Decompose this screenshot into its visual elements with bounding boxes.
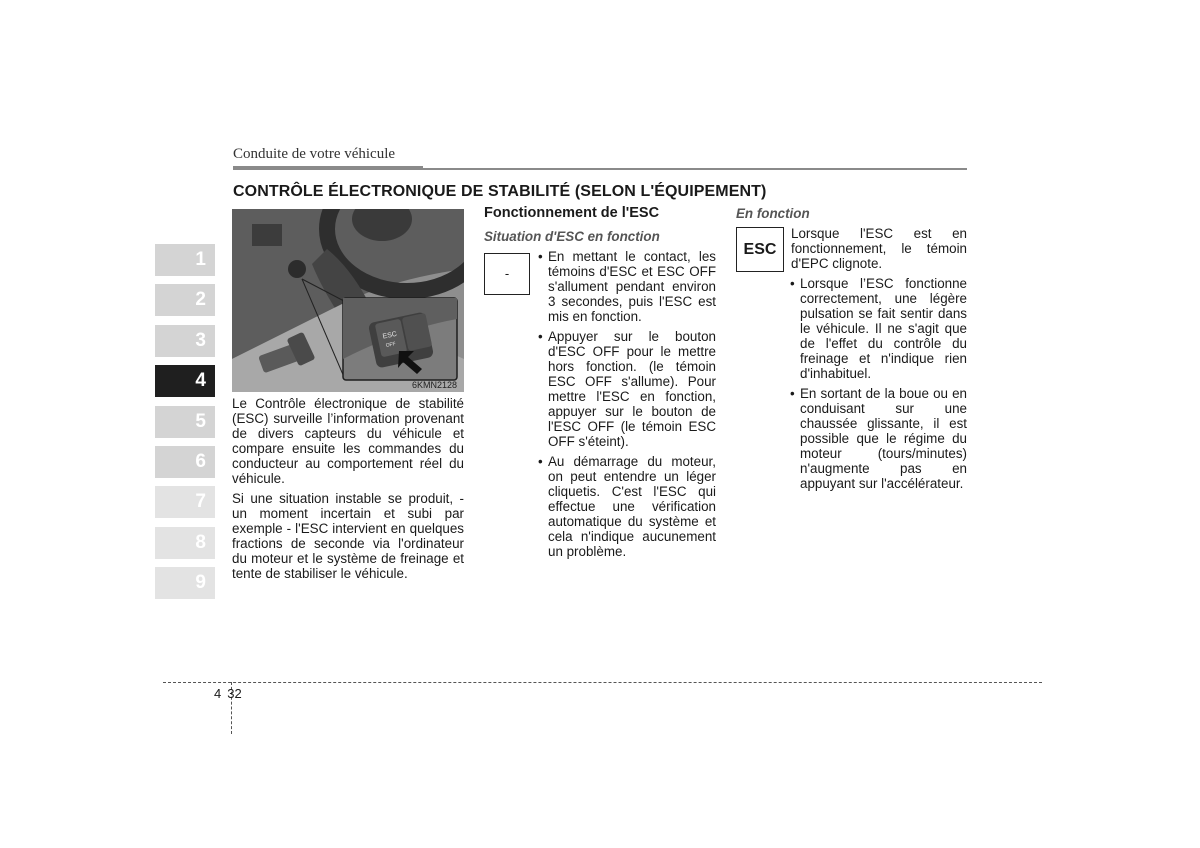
header-rule-thin xyxy=(423,168,967,170)
footer-rule xyxy=(163,682,1042,683)
active-bullet-1: • Lorsque l’ESC fonctionne correctement, une légère pulsation se fait sentir dans le véhicule. Il ne s'agit que de l'effet du contrôle du freinage et n'indique rien d'inhabituel. xyxy=(786,276,967,381)
header-rule xyxy=(233,166,423,170)
operation-bullets xyxy=(534,249,716,559)
chapter-tab-2[interactable]: 2 xyxy=(155,284,215,316)
description-paragraph-2: Si une situation instable se produit, - un moment incertain et subi par exemple - l'ESC intervient en quelques fractions de seconde via l'ordinateur du moteur et le système de freinage et tente de stabiliser le véhicule. xyxy=(232,491,464,581)
operation-bullet-1: • En mettant le contact, les témoins d'ESC et ESC OFF s'allument pendant environ 3 secondes, puis l'ESC est mis en fonction. xyxy=(534,249,716,324)
chapter-tab-1[interactable]: 1 xyxy=(155,244,215,276)
chapter-tab-7[interactable]: 7 xyxy=(155,486,215,518)
column-description xyxy=(232,396,464,586)
indicator-box: - xyxy=(484,253,530,295)
esc-indicator-icon: ESC xyxy=(736,227,784,272)
active-bullet-2: • En sortant de la boue ou en conduisant sur une chaussée glissante, il est possible que le régime du moteur (tours/minutes) n'augmente pas en appuyant sur l'accélérateur. xyxy=(786,386,967,491)
chapter-tab-8[interactable]: 8 xyxy=(155,527,215,559)
operation-heading: Fonctionnement de l'ESC xyxy=(484,205,660,221)
active-intro: Lorsque l'ESC est en fonctionnement, le témoin d'EPC clignote. xyxy=(791,226,967,271)
chapter-tabs xyxy=(155,244,215,608)
description-paragraph-1: Le Contrôle électronique de stabilité (ESC) surveille l’information provenant de divers capteurs du véhicule et compare ensuite les commandes du conducteur au comportement réel du véhicule. xyxy=(232,396,464,486)
chapter-title: Conduite de votre véhicule xyxy=(233,146,396,162)
column-operation xyxy=(484,206,716,564)
column-active xyxy=(736,206,967,496)
operation-subheading: Situation d'ESC en fonction xyxy=(484,229,660,244)
chapter-tab-4[interactable]: 4 xyxy=(155,365,215,397)
page-index: 32 xyxy=(227,686,242,701)
off-button-label: OFF xyxy=(385,341,397,349)
page-chapter: 4 xyxy=(214,686,222,701)
photo-caption: 6KMN2128 xyxy=(412,380,458,390)
active-subheading: En fonction xyxy=(736,206,810,221)
operation-bullet-3: • Au démarrage du moteur, on peut entendre un léger cliquetis. C'est l'ESC qui effectue une vérification automatique du système et cela n'indique aucunement un problème. xyxy=(534,454,716,559)
chapter-tab-3[interactable]: 3 xyxy=(155,325,215,357)
page-number xyxy=(214,686,248,701)
section-title: CONTRÔLE ÉLECTRONIQUE DE STABILITÉ (SELON L'ÉQUIPEMENT) xyxy=(233,183,767,200)
active-bullets xyxy=(786,276,967,491)
chapter-tab-5[interactable]: 5 xyxy=(155,406,215,438)
chapter-tab-6[interactable]: 6 xyxy=(155,446,215,478)
esc-button-label: ESC xyxy=(382,330,398,341)
esc-button-photo xyxy=(232,209,464,392)
operation-bullet-2: • Appuyer sur le bouton d'ESC OFF pour le mettre hors fonction. (le témoin ESC OFF s'allume). Pour mettre l'ESC en fonction, appuyer sur le bouton de l'ESC OFF (le témoin ESC OFF s'éteint). xyxy=(534,329,716,449)
chapter-tab-9[interactable]: 9 xyxy=(155,567,215,599)
